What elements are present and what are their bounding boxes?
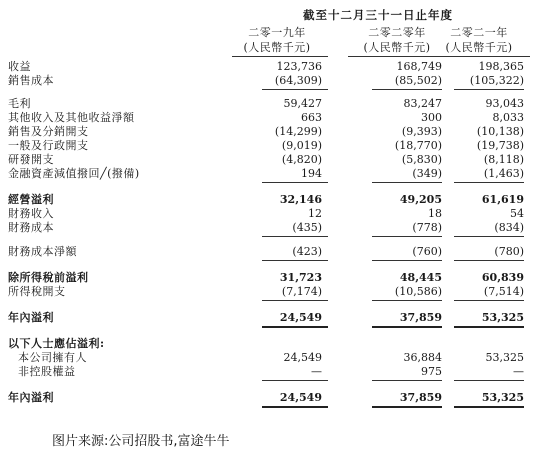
total-rule xyxy=(372,300,442,301)
row-value: 53,325 xyxy=(481,391,524,404)
row-value: (4,820) xyxy=(281,153,322,166)
header-rule-3 xyxy=(434,56,530,57)
row-value: (10,586) xyxy=(394,285,442,298)
header-rule-2 xyxy=(348,56,444,57)
total-rule xyxy=(372,326,442,328)
row-value: (105,322) xyxy=(469,74,524,87)
row-value: 32,146 xyxy=(279,193,322,206)
total-rule xyxy=(454,260,524,261)
row-value: 83,247 xyxy=(403,97,442,110)
row-value: 123,736 xyxy=(276,60,322,73)
year-2021-header: 二零二一年 xyxy=(450,26,508,39)
row-label: 財務成本淨額 xyxy=(8,245,77,258)
row-value: (7,174) xyxy=(281,285,322,298)
row-value: 300 xyxy=(421,111,442,124)
row-value: 663 xyxy=(301,111,322,124)
row-value: (9,019) xyxy=(281,139,322,152)
total-rule xyxy=(454,300,524,301)
row-value: (349) xyxy=(412,167,442,180)
total-rule xyxy=(262,380,328,381)
row-value: 194 xyxy=(301,167,322,180)
row-value: 37,859 xyxy=(399,391,442,404)
year-2019-header: 二零一九年 xyxy=(248,26,306,39)
row-value: 24,549 xyxy=(283,351,322,364)
row-value: (7,514) xyxy=(483,285,524,298)
row-value: (423) xyxy=(292,245,322,258)
total-rule xyxy=(454,326,524,328)
total-rule xyxy=(372,380,442,381)
row-label: 財務收入 xyxy=(8,207,54,220)
row-value: 975 xyxy=(421,365,442,378)
total-rule xyxy=(454,380,524,381)
row-value: 54 xyxy=(510,207,524,220)
total-rule xyxy=(454,236,524,237)
row-value: (85,502) xyxy=(394,74,442,87)
total-rule xyxy=(454,406,524,408)
source-caption: 图片来源:公司招股书,富途牛牛 xyxy=(52,434,230,449)
row-value: 24,549 xyxy=(279,391,322,404)
row-value: 31,723 xyxy=(279,271,322,284)
row-value: (435) xyxy=(292,221,322,234)
row-value: 18 xyxy=(428,207,442,220)
row-label: 本公司擁有人 xyxy=(18,351,87,364)
total-rule xyxy=(372,182,442,183)
total-rule xyxy=(454,182,524,183)
row-value: (9,393) xyxy=(401,125,442,138)
unit-2019: (人民幣千元) xyxy=(243,41,311,54)
row-label: 銷售及分銷開支 xyxy=(8,125,89,138)
row-value: 48,445 xyxy=(399,271,442,284)
row-value: (19,738) xyxy=(476,139,524,152)
row-value: 168,749 xyxy=(396,60,442,73)
row-value: 60,839 xyxy=(481,271,524,284)
row-value: 61,619 xyxy=(481,193,524,206)
row-value: 37,859 xyxy=(399,311,442,324)
row-value: (778) xyxy=(412,221,442,234)
row-value: 8,033 xyxy=(492,111,524,124)
row-value: 59,427 xyxy=(283,97,322,110)
row-label: 年內溢利 xyxy=(8,311,54,324)
unit-2021: (人民幣千元) xyxy=(445,41,513,54)
row-label: 研發開支 xyxy=(8,153,54,166)
row-value: (10,138) xyxy=(476,125,524,138)
row-value: (14,299) xyxy=(274,125,322,138)
row-label: 金融資產減值撥回╱(撥備) xyxy=(8,167,140,180)
total-rule xyxy=(262,182,328,183)
row-label: 所得稅開支 xyxy=(8,285,66,298)
total-rule xyxy=(372,89,442,90)
total-rule xyxy=(262,300,328,301)
row-value: 24,549 xyxy=(279,311,322,324)
row-value: 53,325 xyxy=(485,351,524,364)
row-label: 銷售成本 xyxy=(8,74,54,87)
row-label: 毛利 xyxy=(8,97,31,110)
total-rule xyxy=(262,89,328,90)
row-label: 除所得稅前溢利 xyxy=(8,271,89,284)
row-value: 36,884 xyxy=(403,351,442,364)
row-value: 198,365 xyxy=(478,60,524,73)
row-value: (834) xyxy=(494,221,524,234)
total-rule xyxy=(372,260,442,261)
row-value: (760) xyxy=(412,245,442,258)
row-value: 53,325 xyxy=(481,311,524,324)
row-label: 非控股權益 xyxy=(18,365,76,378)
row-label: 一般及行政開支 xyxy=(8,139,89,152)
row-label: 其他收入及其他收益淨額 xyxy=(8,111,135,124)
row-value: (780) xyxy=(494,245,524,258)
row-value: (64,309) xyxy=(274,74,322,87)
row-label: 經營溢利 xyxy=(8,193,54,206)
row-value: — xyxy=(311,365,322,378)
row-label: 收益 xyxy=(8,60,31,73)
total-rule xyxy=(454,89,524,90)
total-rule xyxy=(372,406,442,408)
row-value: (1,463) xyxy=(483,167,524,180)
total-rule xyxy=(262,406,328,408)
row-value: — xyxy=(513,365,524,378)
total-rule xyxy=(372,236,442,237)
row-value: 49,205 xyxy=(399,193,442,206)
row-label: 財務成本 xyxy=(8,221,54,234)
total-rule xyxy=(262,236,328,237)
total-rule xyxy=(262,260,328,261)
row-label: 以下人士應佔溢利: xyxy=(8,337,105,350)
row-value: (8,118) xyxy=(483,153,524,166)
year-2020-header: 二零二零年 xyxy=(368,26,426,39)
row-value: (18,770) xyxy=(394,139,442,152)
row-value: 12 xyxy=(308,207,322,220)
row-label: 年內溢利 xyxy=(8,391,54,404)
period-header: 截至十二月三十一日止年度 xyxy=(303,8,453,22)
row-value: (5,830) xyxy=(401,153,442,166)
unit-2020: (人民幣千元) xyxy=(363,41,431,54)
header-rule-1 xyxy=(232,56,328,57)
row-value: 93,043 xyxy=(485,97,524,110)
total-rule xyxy=(262,326,328,328)
